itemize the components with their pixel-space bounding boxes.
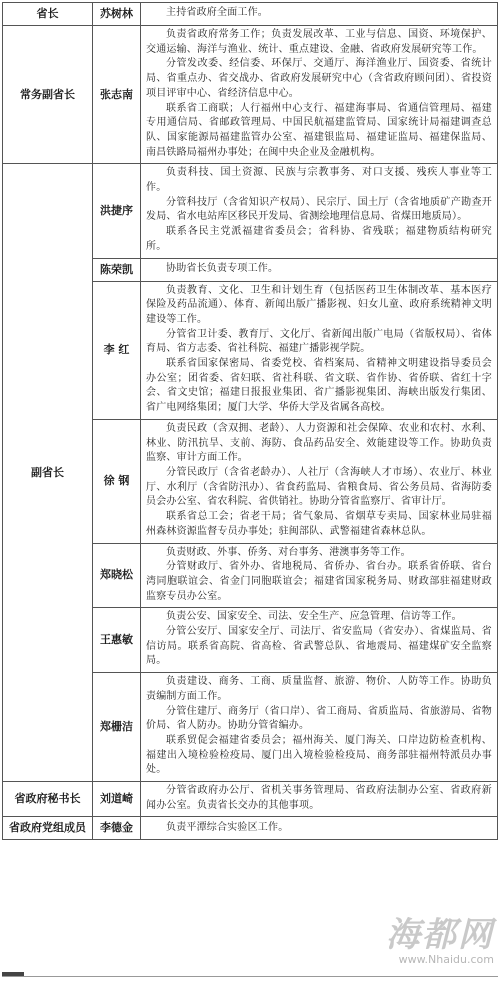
duties-cell <box>141 26 498 164</box>
official-name: 刘道崎 <box>93 782 141 817</box>
official-name: 王惠敏 <box>93 608 141 673</box>
duty-paragraph: 联系省总工会；省老干局；省气象局、省烟草专卖局、国家林业局驻福州森林资源监督专员办事处；驻闽部队、武警福建省森林总队。 <box>146 511 492 537</box>
duty-paragraph: 联系贸促会福建省委员会；福州海关、厦门海关、口岸边防检查机构、福建出入境检验检疫局、厦门出入境检验检疫局、商务部驻福州特派员办事处。 <box>146 734 492 776</box>
watermark-logo-text: 海都网 <box>386 915 494 955</box>
position-title-vice-governor: 副省长 <box>3 164 93 782</box>
duty-paragraph: 分管省政府办公厅、省机关事务管理局、省政府法制办公室、省政府新闻办公室。负责省长交办的其他事项。 <box>146 785 492 811</box>
official-name: 苏树林 <box>93 3 141 26</box>
site-watermark <box>344 916 494 968</box>
duties-cell <box>141 164 498 258</box>
duties-cell <box>141 608 498 673</box>
duty-paragraph: 负责科技、国土资源、民族与宗教事务、对口支援、残疾人事业等工作。 <box>146 167 492 194</box>
leaders-division-table <box>2 2 498 840</box>
position-title: 常务副省长 <box>3 26 93 164</box>
position-title: 省长 <box>3 3 93 26</box>
duty-paragraph: 分管民政厅（含省老龄办）、人社厅（含海峡人才市场）、农业厅、林业厅、水利厅（含省防汛办）、省食药监局、省粮食局、省公务员局、省海防委员会办公室、省农科院、省供销社。协助分管省监察厅、省审计厅。 <box>146 466 492 508</box>
official-name: 李德金 <box>93 817 141 840</box>
duty-paragraph: 主持省政府全面工作。 <box>166 7 268 19</box>
table-row <box>3 164 498 258</box>
duties-cell <box>141 782 498 817</box>
duty-paragraph: 分管省卫计委、教育厅、文化厅、省新闻出版广电局（省版权局）、省体育局、省方志委、省社科院、福建广播影视学院。 <box>146 328 492 355</box>
duty-paragraph: 联系各民主党派福建省委员会；省科协、省残联；福建物质结构研究所。 <box>146 226 492 252</box>
duty-paragraph: 分管发改委、经信委、环保厅、交通厅、海洋渔业厅、国资委、省统计局、省重点办、省交战办、省政府发展研究中心（含省政府顾问团）、省投资项目评审中心、省经济信息中心。 <box>146 58 492 99</box>
duties-cell <box>141 281 498 419</box>
position-title: 省政府秘书长 <box>3 782 93 817</box>
duty-paragraph: 负责省政府常务工作；负责发展改革、工业与信息、国资、环境保护、交通运输、海洋与渔业、统计、重点建设、金融、省政府发展研究等工作。 <box>146 29 492 55</box>
duty-paragraph: 分管科技厅（含省知识产权局）、民宗厅、国土厅（含省地质矿产勘查开发局、省水电站库区移民开发局、省测绘地理信息局、省煤田地质局）。 <box>146 196 492 223</box>
duties-cell <box>141 673 498 782</box>
duties-cell <box>141 258 498 281</box>
duties-cell <box>141 3 498 26</box>
duties-cell <box>141 419 498 543</box>
duty-paragraph: 分管住建厅、商务厅（省口岸）、省工商局、省质监局、省旅游局、省物价局、省人防办。协助分管省编办。 <box>146 705 492 732</box>
duty-paragraph: 分管财政厅、省外办、省地税局、省侨办、省台办。联系省侨联、省台湾同胞联谊会、省金门同胞联谊会；福建省国家税务局、财政部驻福建财政监察专员办公室。 <box>146 561 492 602</box>
watermark-url: www.Nhaidu.com <box>398 953 494 966</box>
table-row <box>3 817 498 840</box>
official-name: 郑晓松 <box>93 543 141 608</box>
duties-cell <box>141 817 498 840</box>
table-row <box>3 26 498 164</box>
page-divider <box>2 976 498 977</box>
official-name: 陈荣凯 <box>93 258 141 281</box>
position-title: 省政府党组成员 <box>3 817 93 840</box>
official-name: 张志南 <box>93 26 141 164</box>
duty-paragraph: 联系省国家保密局、省委党校、省档案局、省精神文明建设指导委员会办公室；团省委、省妇联、省社科联、省文联、省作协、省侨联、省红十字会、省文史馆；福建日报报业集团、省广播影视集团、海峡出版发行集团、省广电网络集团；厦门大学、华侨大学及省属各高校。 <box>146 358 492 414</box>
official-name: 徐 钢 <box>93 419 141 543</box>
official-name: 郑栅洁 <box>93 673 141 782</box>
table-row <box>3 782 498 817</box>
duty-paragraph: 负责建设、商务、工商、质量监督、旅游、物价、人防等工作。协助负责编制方面工作。 <box>146 676 492 702</box>
duty-paragraph: 联系省工商联；人行福州中心支行、福建海事局、省通信管理局、福建专用通信局、省邮政管理局、中国民航福建监管局、国家统计局福建调查总队、国家能源局福建监管办公室、福建银监局、福建证监局、福建保监局、南昌铁路局福州办事处；在闽中央企业及金融机构。 <box>146 102 492 158</box>
table-row <box>3 3 498 26</box>
duty-paragraph: 负责民政（含双拥、老龄）、人力资源和社会保障、农业和农村、水利、林业、防汛抗旱、支前、海防、食品药品安全、效能建设等工作。协助负责监察、审计方面工作。 <box>146 422 492 464</box>
duty-paragraph: 负责公安、国家安全、司法、安全生产、应急管理、信访等工作。 <box>166 611 462 623</box>
duty-paragraph: 负责平潭综合实验区工作。 <box>166 821 289 833</box>
duty-paragraph: 负责教育、文化、卫生和计划生育（包括医药卫生体制改革、基本医疗保险及药品流通）、体育、新闻出版广播影视、妇女儿童、政府系统精神文明建设等工作。 <box>146 284 492 325</box>
duty-paragraph: 协助省长负责专项工作。 <box>166 262 279 274</box>
official-name: 洪捷序 <box>93 164 141 258</box>
duty-paragraph: 负责财政、外事、侨务、对台事务、港澳事务等工作。 <box>166 546 411 558</box>
duties-cell <box>141 543 498 608</box>
official-name: 李 红 <box>93 281 141 419</box>
duty-paragraph: 分管公安厅、国家安全厅、司法厅、省安监局（省安办）、省煤监局、省信访局。联系省高院、省高检、省武警总队、省地震局、福建煤矿安全监察局。 <box>146 626 492 667</box>
